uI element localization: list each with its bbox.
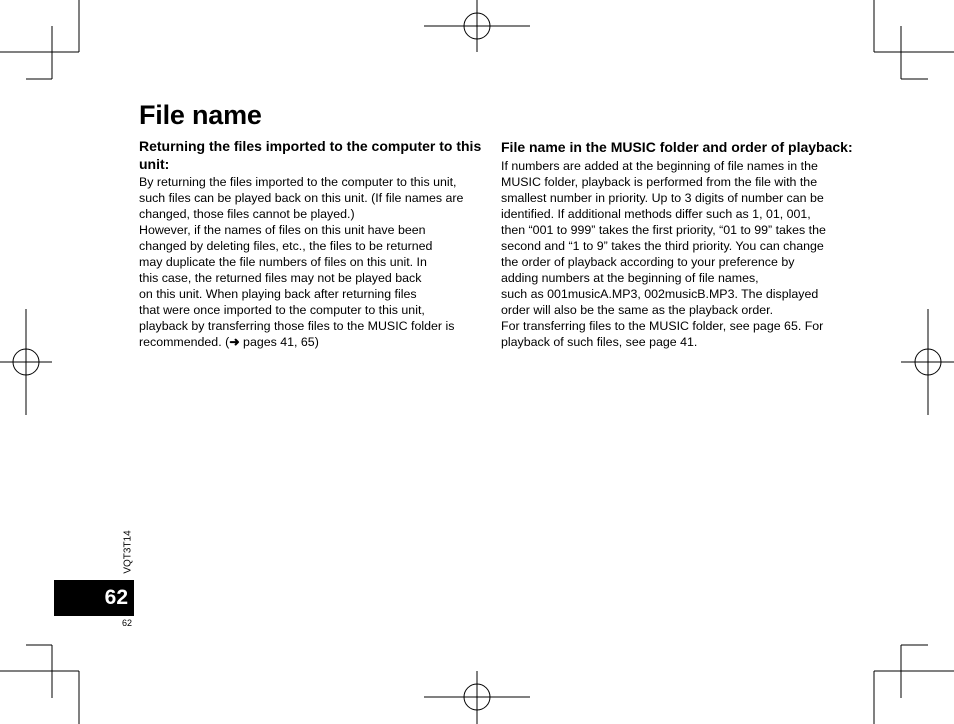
right-section-heading: File name in the MUSIC folder and order of playback: [501, 139, 853, 155]
arrow-right-icon: ➜ [229, 335, 240, 349]
model-code-text: VQT3T14 [122, 530, 134, 574]
left-column [139, 138, 491, 350]
page-number-small: 62 [122, 618, 133, 628]
left-section-heading: Returning the files imported to the computer to this unit: [139, 138, 482, 172]
page-reference: pages 41, 65) [239, 335, 319, 349]
left-section-text: By returning the files imported to the computer to this unit, such files can be played back on this unit. (If file names are changed, those files cannot be played.) However, if the names of files on this unit have been changed by deleting files, etc., the files to be returned may duplicate the file numbers of files on this unit. In this case, the returned files may not be played back on this unit. When playing back after returning files that were once imported to the computer to this unit, playback by transferring those files to the MUSIC folder is recommended. ( [139, 175, 464, 349]
page-title: File name [139, 100, 262, 130]
left-section-body [139, 174, 491, 350]
right-column [501, 139, 853, 350]
right-section-body: If numbers are added at the beginning of file names in the MUSIC folder, playback is performed from the file with the smallest number in priority. Up to 3 digits of number can be identified. If additional methods differ such as 1, 01, 001, then “001 to 999” takes the first priority, “01 to 99” takes the second and “1 to 9” takes the third priority. You can change the order of playback according to your preference by adding numbers at the beginning of file names, such as 001musicA.MP3, 002musicB.MP3. The displayed order will also be the same as the playback order. For transferring files to the MUSIC folder, see page 65. For playback of such files, see page 41. [501, 158, 826, 349]
model-code [120, 528, 136, 576]
page-number-tab: 62 [54, 580, 134, 616]
